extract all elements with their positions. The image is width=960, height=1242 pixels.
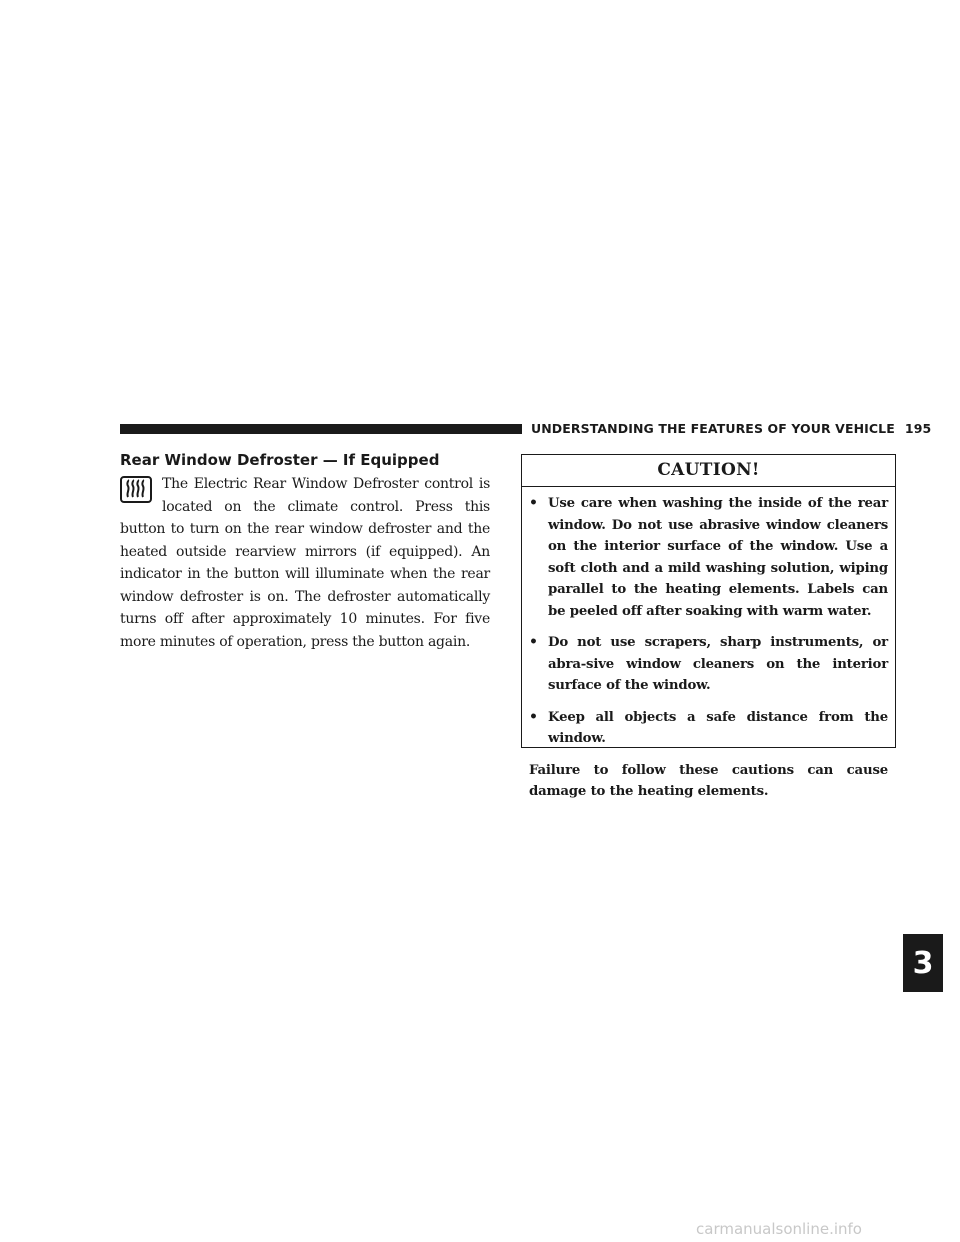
chapter-tab: 3: [903, 934, 943, 992]
caution-item-text: Do not use scrapers, sharp instruments, or abra-sive window cleaners on the interior surface of the window.: [548, 635, 888, 693]
rear-defroster-icon: [120, 476, 152, 503]
caution-item-text: Use care when washing the inside of the rear window. Do not use abrasive window cleaners on the interior surface of the window. Use a soft cloth and a mild washing solution, wiping parallel to the heating elements. Labels can be peeled off after soaking with warm water.: [548, 496, 888, 619]
header-title: UNDERSTANDING THE FEATURES OF YOUR VEHICLE: [531, 421, 895, 436]
caution-item: [529, 707, 888, 750]
section-body: [120, 473, 490, 653]
caution-box: [521, 454, 896, 799]
caution-item-text: Keep all objects a safe distance from the window.: [548, 709, 888, 746]
caution-item: [529, 493, 888, 622]
section-title: Rear Window Defroster — If Equipped: [120, 451, 440, 469]
watermark: carmanualsonline.info: [696, 1220, 862, 1238]
caution-footer: Failure to follow these cautions can cause damage to the heating elements.: [529, 762, 888, 799]
page-number: 195: [904, 421, 932, 436]
bullet: •: [529, 708, 538, 725]
caution-title: CAUTION!: [522, 455, 895, 487]
bullet: •: [529, 634, 538, 650]
section-body-text: The Electric Rear Window Defroster control is located on the climate control. Press this button to turn on the rear window defroster and the heated outside rearview mirrors (if equipped). An indicator in the button will illuminate when the rear window defroster is on. The defroster automatically turns off after approximately 10 minutes. For five more minutes of operation, press the button again.: [120, 476, 490, 650]
header-rule: [120, 424, 522, 434]
caution-item: [529, 632, 888, 697]
section-rear-window-defroster: [120, 449, 490, 653]
bullet: •: [529, 495, 538, 511]
caution-body: [522, 487, 895, 803]
running-header: [531, 421, 931, 437]
